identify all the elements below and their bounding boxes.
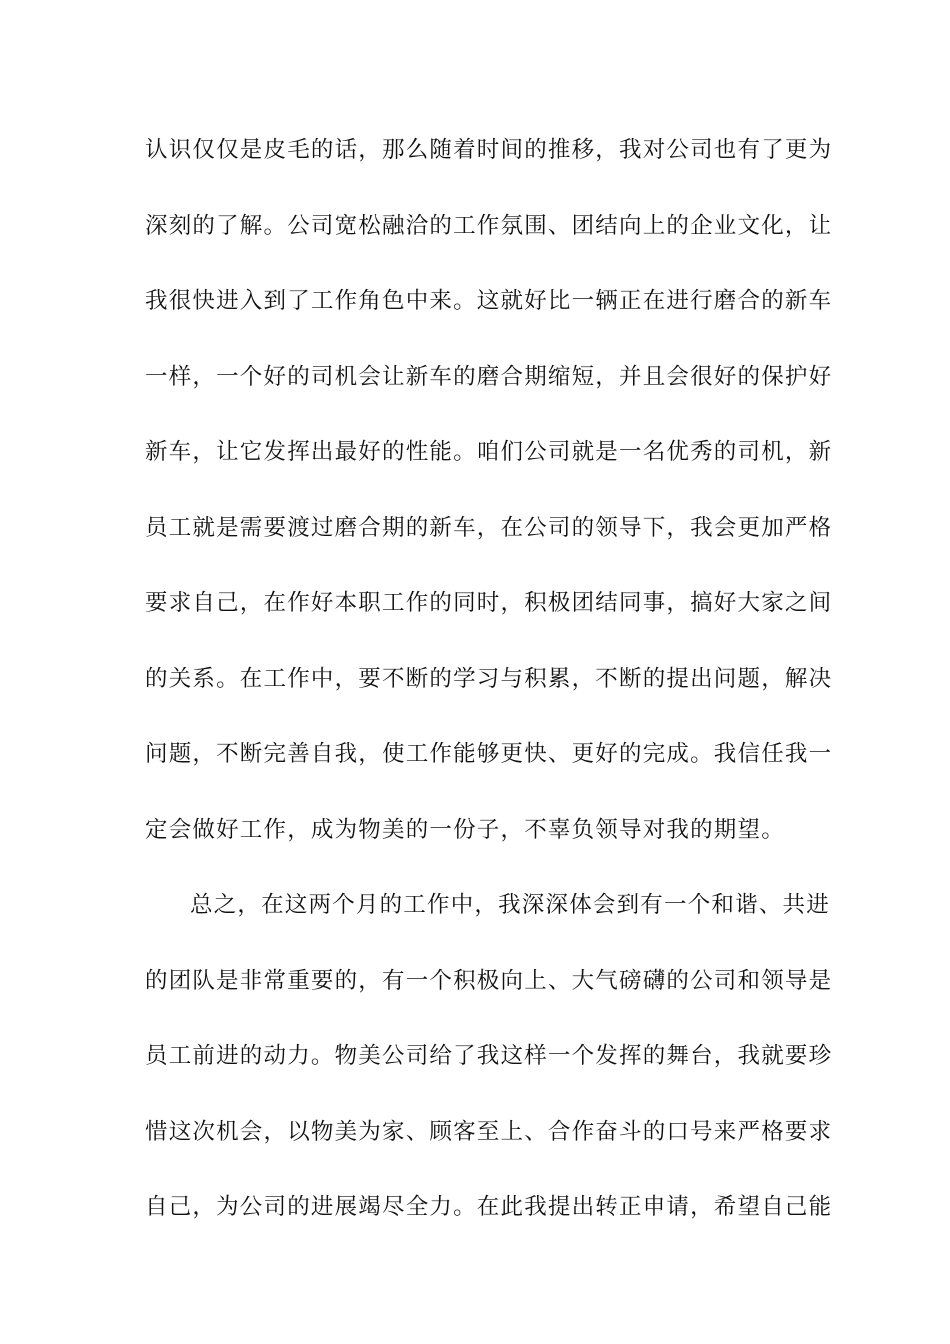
paragraph-1-line-5: 新车，让它发挥出最好的性能。咱们公司就是一名优秀的司机，新 [145, 439, 833, 465]
paragraph-1-line-6: 员工就是需要渡过磨合期的新车，在公司的领导下，我会更加严格 [145, 514, 833, 541]
paragraph-2-line-2: 的团队是非常重要的，有一个积极向上、大气磅礴的公司和领导是 [145, 967, 833, 994]
paragraph-2-line-5: 自己，为公司的进展竭尽全力。在此我提出转正申请，希望自己能 [145, 1194, 833, 1220]
document-body [145, 128, 833, 1261]
paragraph-2-line-4: 惜这次机会，以物美为家、顾客至上、合作奋斗的口号来严格要求 [145, 1118, 833, 1145]
paragraph-1-line-7: 要求自己，在作好本职工作的同时，积极团结同事，搞好大家之间 [145, 590, 833, 616]
paragraph-2-line-1: 总之，在这两个月的工作中，我深深体会到有一个和谐、共进 [190, 892, 830, 918]
paragraph-1-line-10: 定会做好工作，成为物美的一份子，不辜负领导对我的期望。 [145, 816, 785, 843]
paragraph-1-line-2: 深刻的了解。公司宽松融洽的工作氛围、团结向上的企业文化，让 [145, 212, 833, 239]
paragraph-1-line-4: 一样，一个好的司机会让新车的磨合期缩短，并且会很好的保护好 [145, 363, 833, 390]
paragraph-1-line-9: 问题，不断完善自我，使工作能够更快、更好的完成。我信任我一 [145, 741, 833, 767]
paragraph-1-line-8: 的关系。在工作中，要不断的学习与积累，不断的提出问题，解决 [145, 665, 833, 692]
paragraph-1-line-3: 我很快进入到了工作角色中来。这就好比一辆正在进行磨合的新车 [145, 288, 833, 314]
paragraph-2-line-3: 员工前进的动力。物美公司给了我这样一个发挥的舞台，我就要珍 [145, 1043, 833, 1069]
paragraph-1-line-1: 认识仅仅是皮毛的话，那么随着时间的推移，我对公司也有了更为 [145, 137, 833, 163]
